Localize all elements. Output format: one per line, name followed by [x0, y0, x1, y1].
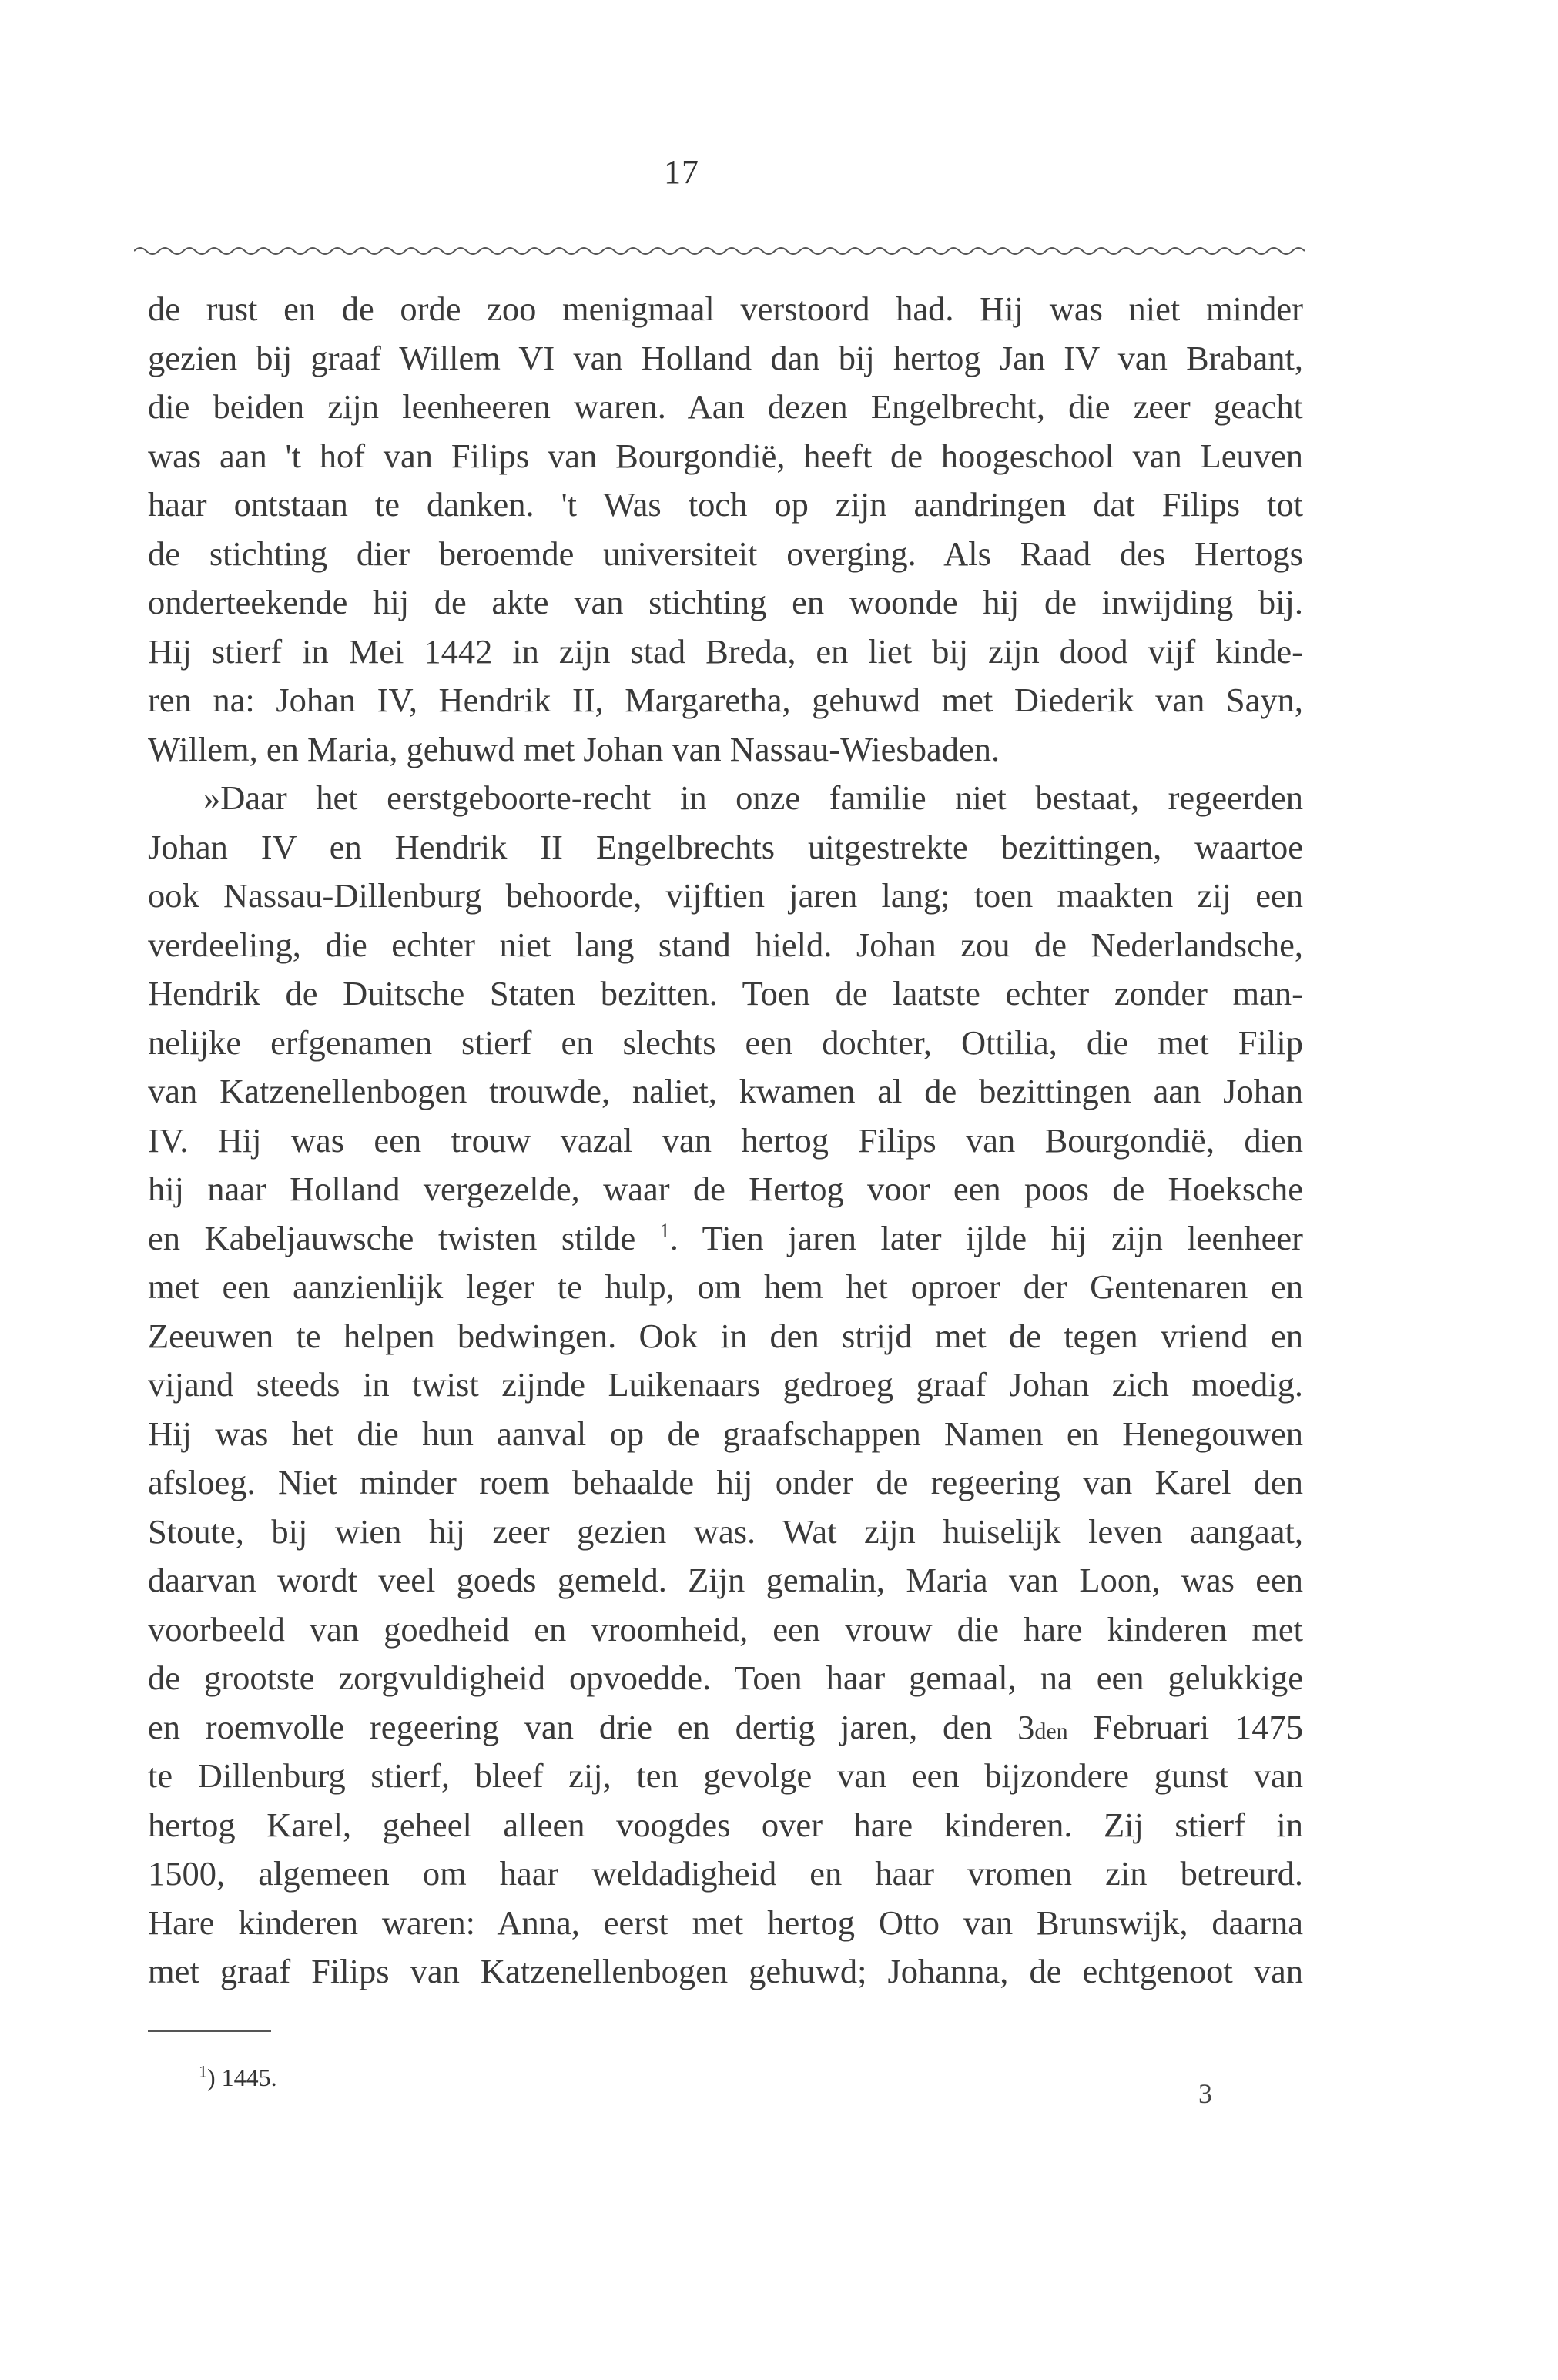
- text-line: Hij stierf in Mei 1442 in zijn stad Breda, en liet bij zijn dood vijf kinde-: [148, 631, 1303, 671]
- text-line: met graaf Filips van Katzenellenbogen gehuwd; Johanna, de echtgenoot van: [148, 1952, 1303, 1990]
- text-line: van Katzenellenbogen trouwde, naliet, kwamen al de bezittingen aan Johan: [148, 1072, 1303, 1110]
- body-text: [148, 285, 1303, 1997]
- text-line: gezien bij graaf Willem VI van Holland dan bij hertog Jan IV van Brabant,: [148, 338, 1303, 377]
- text-line: de rust en de orde zoo menigmaal verstoord had. Hij was niet minder: [148, 290, 1303, 328]
- footnote-marker: 1: [659, 1219, 670, 1242]
- text-segment: . Tien jaren later ijlde hij zijn leenheer: [669, 1218, 1303, 1257]
- text-line: te Dillenburg stierf, bleef zij, ten gevolge van een bijzondere gunst van: [148, 1756, 1303, 1795]
- text-segment: en roemvolle regeering van drie en dertig jaren, den 3: [148, 1707, 1035, 1746]
- text-line: Stoute, bij wien hij zeer gezien was. Wat zijn huiselijk leven aangaat,: [148, 1511, 1303, 1551]
- text-line-with-footnote: [148, 1214, 1303, 1264]
- text-line: vijand steeds in twist zijnde Luikenaars gedroeg graaf Johan zich moedig.: [148, 1365, 1303, 1404]
- text-line: voorbeeld van goedheid en vroomheid, een vrouw die hare kinderen met: [148, 1609, 1303, 1649]
- footnote-number: 1: [199, 2061, 207, 2081]
- text-segment: Februari 1475: [1067, 1707, 1303, 1746]
- text-line: 1500, algemeen om haar weldadigheid en haar vromen zin betreurd.: [148, 1854, 1303, 1893]
- text-line: afsloeg. Niet minder roem behaalde hij onder de regeering van Karel den: [148, 1463, 1303, 1501]
- text-line-with-date: [148, 1703, 1303, 1752]
- text-line: Hare kinderen waren: Anna, eerst met hertog Otto van Brunswijk, daarna: [148, 1903, 1303, 1942]
- text-line: IV. Hij was een trouw vazal van hertog Filips van Bourgondië, dien: [148, 1120, 1303, 1160]
- text-line: met een aanzienlijk leger te hulp, om hem het oproer der Gentenaren en: [148, 1267, 1303, 1306]
- text-line: verdeeling, die echter niet lang stand hield. Johan zou de Nederlandsche,: [148, 925, 1303, 964]
- footnote-text: ) 1445.: [207, 2064, 277, 2091]
- text-line: daarvan wordt veel goeds gemeld. Zijn gemalin, Maria van Loon, was een: [148, 1561, 1303, 1599]
- text-line: ook Nassau-Dillenburg behoorde, vijftien jaren lang; toen maakten zij een: [148, 876, 1303, 915]
- footnote-divider: [148, 2030, 271, 2032]
- text-line: onderteekende hij de akte van stichting en woonde hij de inwijding bij.: [148, 583, 1303, 621]
- text-line: Hendrik de Duitsche Staten bezitten. Toen de laatste echter zonder man-: [148, 974, 1303, 1013]
- wavy-rule-ornament: [134, 242, 1305, 260]
- signature-mark: 3: [1198, 2078, 1212, 2109]
- text-line: Zeeuwen te helpen bedwingen. Ook in den strijd met de tegen vriend en: [148, 1316, 1303, 1355]
- text-line: Johan IV en Hendrik II Engelbrechts uitgestrekte bezittingen, waartoe: [148, 827, 1303, 866]
- text-line: ren na: Johan IV, Hendrik II, Margaretha, gehuwd met Diederik van Sayn,: [148, 681, 1303, 719]
- text-line: die beiden zijn leenheeren waren. Aan dezen Engelbrecht, die zeer geacht: [148, 387, 1303, 426]
- text-segment: en Kabeljauwsche twisten stilde: [148, 1218, 636, 1257]
- footnote: [199, 2061, 277, 2092]
- text-line: nelijke erfgenamen stierf en slechts een dochter, Ottilia, die met Filip: [148, 1023, 1303, 1062]
- text-line: was aan 't hof van Filips van Bourgondië, heeft de hoogeschool van Leuven: [148, 436, 1303, 475]
- text-line: Willem, en Maria, gehuwd met Johan van Nassau-Wiesbaden.: [148, 729, 1000, 768]
- ordinal-suffix: den: [1034, 1718, 1068, 1744]
- page-number: 17: [664, 153, 699, 191]
- text-line: de grootste zorgvuldigheid opvoedde. Toen haar gemaal, na een gelukkige: [148, 1659, 1303, 1697]
- text-line: hertog Karel, geheel alleen voogdes over hare kinderen. Zij stierf in: [148, 1805, 1303, 1844]
- text-line: »Daar het eerstgeboorte-recht in onze familie niet bestaat, regeerden: [203, 778, 1303, 817]
- text-line: de stichting dier beroemde universiteit overging. Als Raad des Hertogs: [148, 534, 1303, 573]
- text-line: haar ontstaan te danken. 't Was toch op zijn aandringen dat Filips tot: [148, 485, 1303, 524]
- text-line: Hij was het die hun aanval op de graafschappen Namen en Henegouwen: [148, 1414, 1303, 1453]
- text-line: hij naar Holland vergezelde, waar de Hertog voor een poos de Hoeksche: [148, 1170, 1303, 1208]
